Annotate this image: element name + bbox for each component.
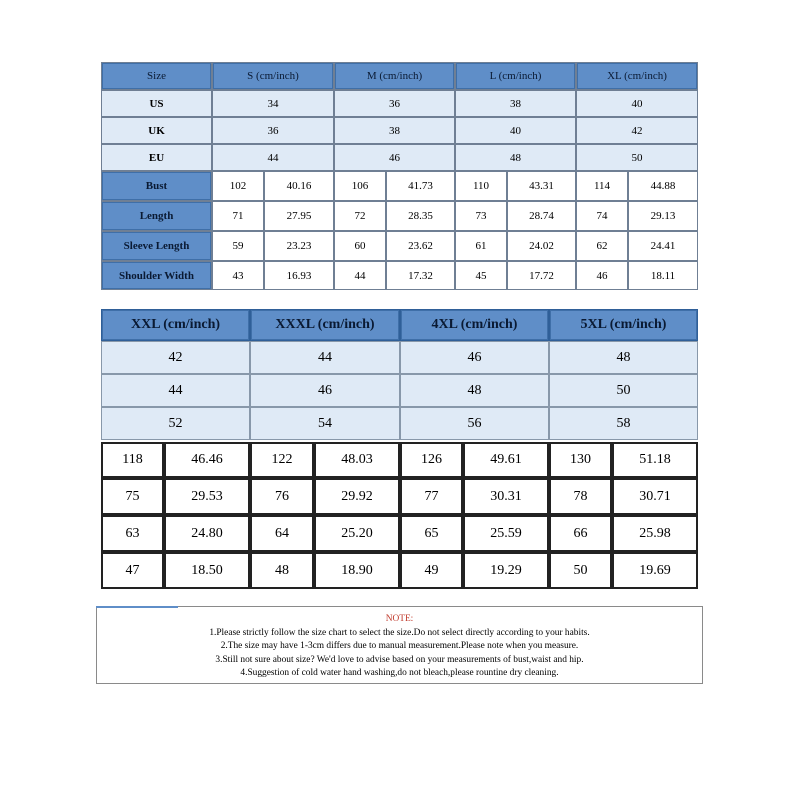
length-xxl-inch: 29.53 (164, 478, 250, 515)
shoulder-5xl-inch: 19.69 (612, 552, 698, 589)
length-m-inch: 28.35 (386, 201, 455, 231)
row-label-eu: EU (101, 144, 212, 171)
shoulder-l-inch: 17.72 (507, 261, 576, 290)
us-5xl: 48 (549, 341, 698, 374)
uk-xl: 42 (576, 117, 698, 144)
eu-m: 46 (334, 144, 455, 171)
length-s-cm: 71 (212, 201, 264, 231)
bust-s-cm: 102 (212, 171, 264, 201)
sleeve-l-cm: 61 (455, 231, 507, 261)
bust-xxl-inch: 46.46 (164, 442, 250, 478)
bust-s-inch: 40.16 (264, 171, 334, 201)
sleeve-xxl-cm: 63 (101, 515, 164, 552)
uk-xxxl: 46 (250, 374, 400, 407)
shoulder-xxxl-cm: 48 (250, 552, 314, 589)
length-5xl-inch: 30.71 (612, 478, 698, 515)
uk-5xl: 50 (549, 374, 698, 407)
sleeve-s-cm: 59 (212, 231, 264, 261)
shoulder-xxl-inch: 18.50 (164, 552, 250, 589)
length-s-inch: 27.95 (264, 201, 334, 231)
shoulder-s-inch: 16.93 (264, 261, 334, 290)
uk-m: 38 (334, 117, 455, 144)
length-l-inch: 28.74 (507, 201, 576, 231)
length-xxxl-cm: 76 (250, 478, 314, 515)
length-m-cm: 72 (334, 201, 386, 231)
size-chart-table-2 (101, 309, 698, 589)
bust-xxxl-cm: 122 (250, 442, 314, 478)
us-xl: 40 (576, 90, 698, 117)
note-line-2: 2.The size may have 1-3cm differs due to manual measurement.Please note when you measure. (220, 641, 579, 652)
bust-l-cm: 110 (455, 171, 507, 201)
row-label-shoulder-width: Shoulder Width (101, 261, 212, 290)
us-l: 38 (455, 90, 576, 117)
length-5xl-cm: 78 (549, 478, 612, 515)
bust-m-cm: 106 (334, 171, 386, 201)
shoulder-xxl-cm: 47 (101, 552, 164, 589)
header-m: M (cm/inch) (334, 62, 455, 90)
length-xl-inch: 29.13 (628, 201, 698, 231)
shoulder-xl-cm: 46 (576, 261, 628, 290)
length-xxxl-inch: 29.92 (314, 478, 400, 515)
length-4xl-inch: 30.31 (463, 478, 549, 515)
eu-xl: 50 (576, 144, 698, 171)
sleeve-m-inch: 23.62 (386, 231, 455, 261)
row-label-us: US (101, 90, 212, 117)
shoulder-m-cm: 44 (334, 261, 386, 290)
sleeve-4xl-cm: 65 (400, 515, 463, 552)
sleeve-xl-cm: 62 (576, 231, 628, 261)
eu-5xl: 58 (549, 407, 698, 440)
us-s: 34 (212, 90, 334, 117)
eu-s: 44 (212, 144, 334, 171)
header-xl: XL (cm/inch) (576, 62, 698, 90)
sleeve-4xl-inch: 25.59 (463, 515, 549, 552)
length-xxl-cm: 75 (101, 478, 164, 515)
header-5xl: 5XL (cm/inch) (549, 309, 698, 341)
eu-l: 48 (455, 144, 576, 171)
note-line-3: 3.Still not sure about size? We'd love to advise based on your measurements of bust,waist and hip. (215, 654, 584, 665)
size-chart-table-1 (101, 62, 698, 290)
us-m: 36 (334, 90, 455, 117)
length-xl-cm: 74 (576, 201, 628, 231)
header-s: S (cm/inch) (212, 62, 334, 90)
sleeve-xxl-inch: 24.80 (164, 515, 250, 552)
eu-4xl: 56 (400, 407, 549, 440)
uk-xxl: 44 (101, 374, 250, 407)
bust-4xl-inch: 49.61 (463, 442, 549, 478)
header-size: Size (101, 62, 212, 90)
row-label-bust: Bust (101, 171, 212, 201)
uk-l: 40 (455, 117, 576, 144)
shoulder-5xl-cm: 50 (549, 552, 612, 589)
bust-4xl-cm: 126 (400, 442, 463, 478)
sleeve-xxxl-inch: 25.20 (314, 515, 400, 552)
eu-xxl: 52 (101, 407, 250, 440)
bust-l-inch: 43.31 (507, 171, 576, 201)
length-4xl-cm: 77 (400, 478, 463, 515)
us-xxxl: 44 (250, 341, 400, 374)
shoulder-4xl-cm: 49 (400, 552, 463, 589)
note-accent-bar (96, 606, 178, 608)
note-line-4: 4.Suggestion of cold water hand washing,do not bleach,please rountine dry cleaning. (240, 668, 559, 679)
note-title: NOTE: (385, 614, 414, 624)
sleeve-xl-inch: 24.41 (628, 231, 698, 261)
length-l-cm: 73 (455, 201, 507, 231)
us-xxl: 42 (101, 341, 250, 374)
eu-xxxl: 54 (250, 407, 400, 440)
shoulder-xxxl-inch: 18.90 (314, 552, 400, 589)
bust-xxl-cm: 118 (101, 442, 164, 478)
bust-xl-cm: 114 (576, 171, 628, 201)
sleeve-s-inch: 23.23 (264, 231, 334, 261)
note-box (96, 606, 703, 684)
sleeve-xxxl-cm: 64 (250, 515, 314, 552)
sleeve-m-cm: 60 (334, 231, 386, 261)
bust-xxxl-inch: 48.03 (314, 442, 400, 478)
shoulder-l-cm: 45 (455, 261, 507, 290)
bust-m-inch: 41.73 (386, 171, 455, 201)
shoulder-xl-inch: 18.11 (628, 261, 698, 290)
row-label-length: Length (101, 201, 212, 231)
bust-5xl-cm: 130 (549, 442, 612, 478)
shoulder-4xl-inch: 19.29 (463, 552, 549, 589)
note-line-1: 1.Please strictly follow the size chart to select the size.Do not select directly according to your habits. (209, 627, 590, 638)
row-label-uk: UK (101, 117, 212, 144)
row-label-sleeve-length: Sleeve Length (101, 231, 212, 261)
sleeve-5xl-cm: 66 (549, 515, 612, 552)
header-xxl: XXL (cm/inch) (101, 309, 250, 341)
shoulder-s-cm: 43 (212, 261, 264, 290)
bust-5xl-inch: 51.18 (612, 442, 698, 478)
header-l: L (cm/inch) (455, 62, 576, 90)
sleeve-l-inch: 24.02 (507, 231, 576, 261)
uk-s: 36 (212, 117, 334, 144)
sleeve-5xl-inch: 25.98 (612, 515, 698, 552)
header-4xl: 4XL (cm/inch) (400, 309, 549, 341)
header-xxxl: XXXL (cm/inch) (250, 309, 400, 341)
us-4xl: 46 (400, 341, 549, 374)
bust-xl-inch: 44.88 (628, 171, 698, 201)
uk-4xl: 48 (400, 374, 549, 407)
shoulder-m-inch: 17.32 (386, 261, 455, 290)
